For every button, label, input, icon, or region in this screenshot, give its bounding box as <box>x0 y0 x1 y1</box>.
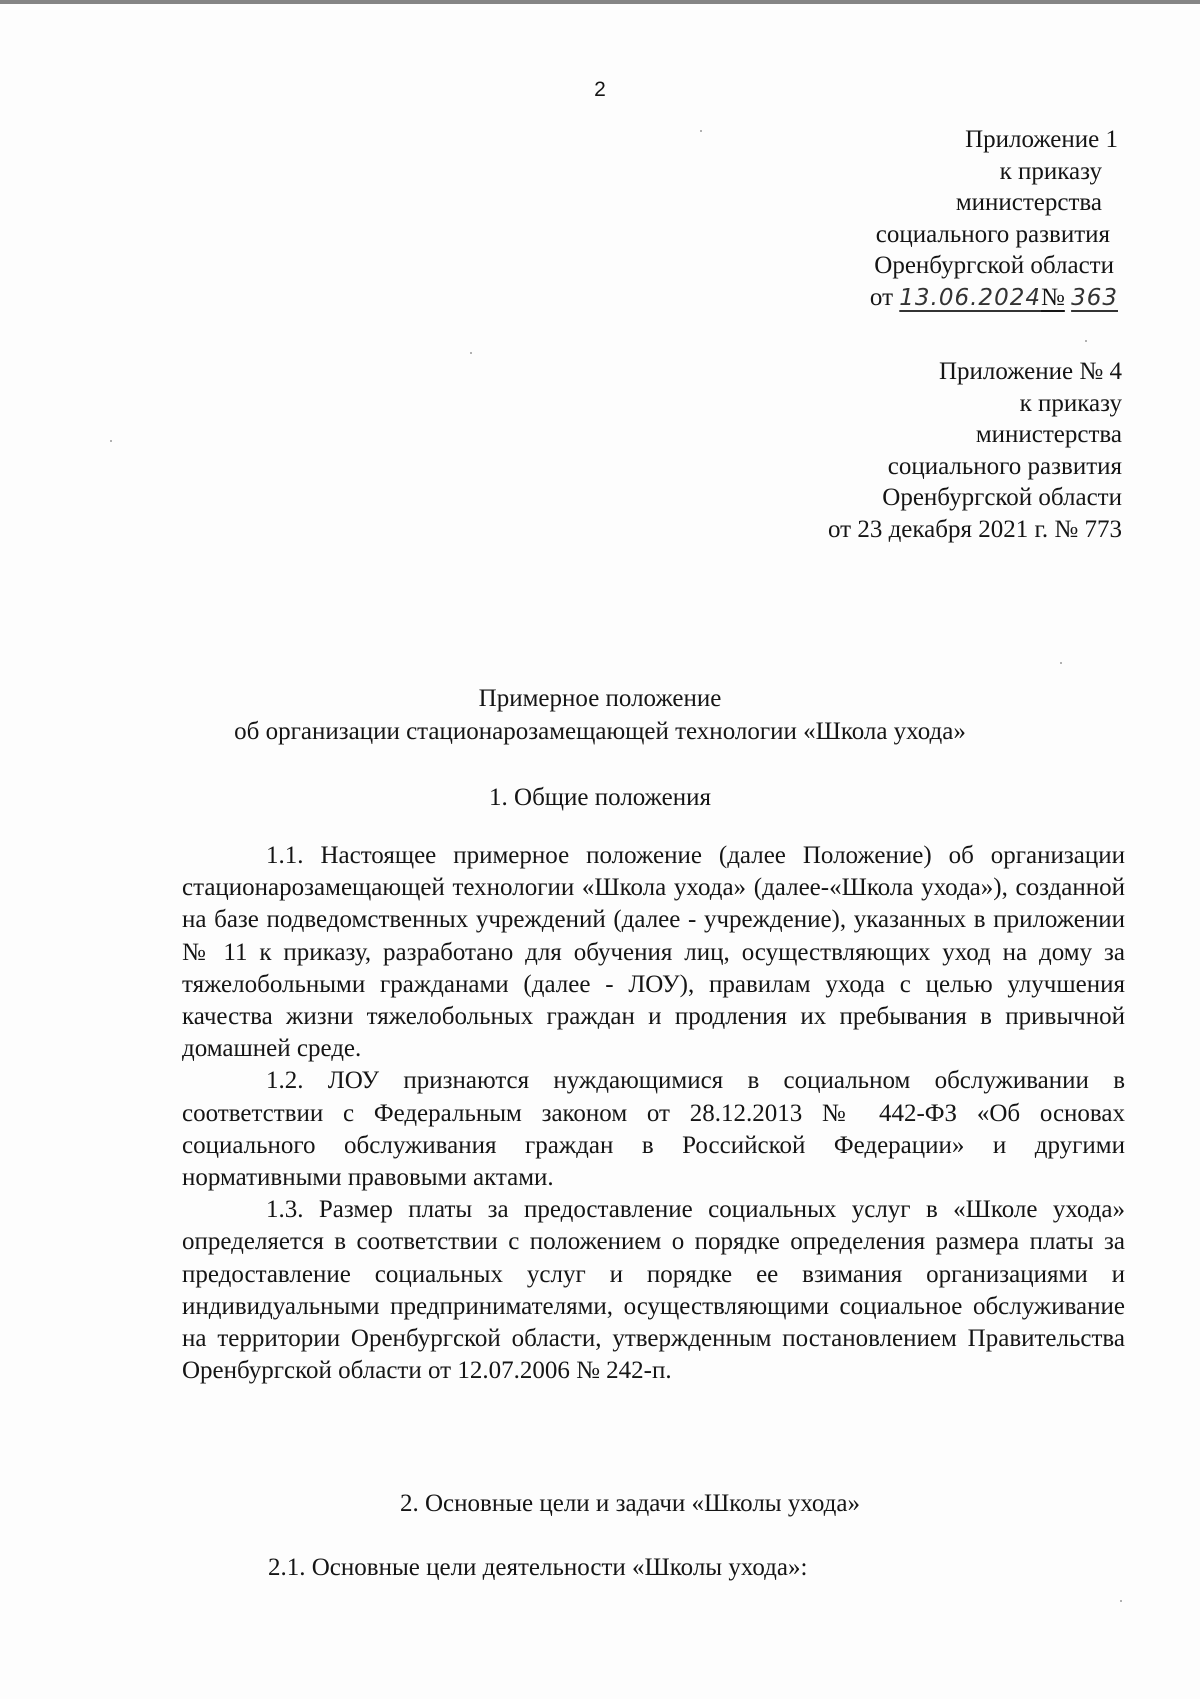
scan-speck <box>700 130 702 132</box>
subsection-2-1-heading: 2.1. Основные цели деятельности «Школы ухода»: <box>268 1554 808 1581</box>
scan-speck <box>1060 662 1062 664</box>
appendix-1-block <box>870 124 1118 314</box>
document-title-line-1: Примерное положение <box>478 685 722 712</box>
number-prefix: № <box>1040 283 1065 311</box>
paragraph-1-1: 1.1. Настоящее примерное положение (далее Положение) об организации стационарозамещающей технологии «Школа ухода» (далее-«Школа ухода»), созданной на базе подведомственных учреждений (далее - учреждение), указанных в приложении № 11 к приказу, разработано для обучения лиц, осуществляющих уход на дому за тяжелобольными гражданами (далее - ЛОУ), правилам ухода с целью улучшения качества жизни тяжелобольных граждан и продления их пребывания в привычной домашней среде. <box>182 842 1125 1063</box>
handwritten-number: 363 <box>1071 284 1118 311</box>
page-number: 2 <box>594 78 606 101</box>
appendix-4-block <box>828 356 1122 545</box>
appendix-4-line: от 23 декабря 2021 г. № 773 <box>827 515 1122 543</box>
document-title-line-2: об организации стационарозамещающей технологии «Школа ухода» <box>234 718 966 745</box>
section-1-body <box>182 840 1125 1387</box>
appendix-1-date-line <box>870 282 1118 315</box>
scan-speck <box>110 440 112 442</box>
appendix-4-line: Приложение № 4 <box>938 358 1122 385</box>
paragraph-1-2: 1.2. ЛОУ признаются нуждающимися в социальном обслуживании в соответствии с Федеральным законом от 28.12.2013 № 442-ФЗ «Об основах социального обслуживания граждан в Российской Федерации» и другими нормативными правовыми актами. <box>182 1067 1125 1192</box>
section-2-heading: 2. Основные цели и задачи «Школы ухода» <box>400 1490 860 1517</box>
appendix-4-line: к приказу <box>1019 389 1122 417</box>
appendix-4-line: Оренбургской области <box>882 484 1122 511</box>
appendix-4-line: социального развития <box>887 452 1122 480</box>
appendix-1-line: социального развития <box>875 220 1110 248</box>
appendix-1-line: к приказу <box>999 157 1102 185</box>
appendix-1-line: Приложение 1 <box>965 126 1118 153</box>
appendix-4-line: министерства <box>975 421 1122 448</box>
scan-speck <box>1120 1600 1122 1602</box>
scan-speck <box>1085 340 1087 342</box>
date-prefix: от <box>869 283 894 311</box>
handwritten-date: 13.06.2024 <box>899 284 1041 311</box>
appendix-1-line: министерства <box>955 189 1102 216</box>
scan-speck <box>470 352 472 354</box>
appendix-1-line: Оренбургской области <box>874 252 1114 279</box>
scan-top-edge <box>0 0 1200 4</box>
paragraph-1-3: 1.3. Размер платы за предоставление социальных услуг в «Школе ухода» определяется в соответствии с положением о порядке определения размера платы за предоставление социальных услуг и порядке ее взимания организациями и индивидуальными предпринимателями, осуществляющими социальное обслуживание на территории Оренбургской области, утвержденным постановлением Правительства Оренбургской области от 12.07.2006 № 242-п. <box>182 1196 1125 1385</box>
section-1-heading: 1. Общие положения <box>489 784 711 811</box>
